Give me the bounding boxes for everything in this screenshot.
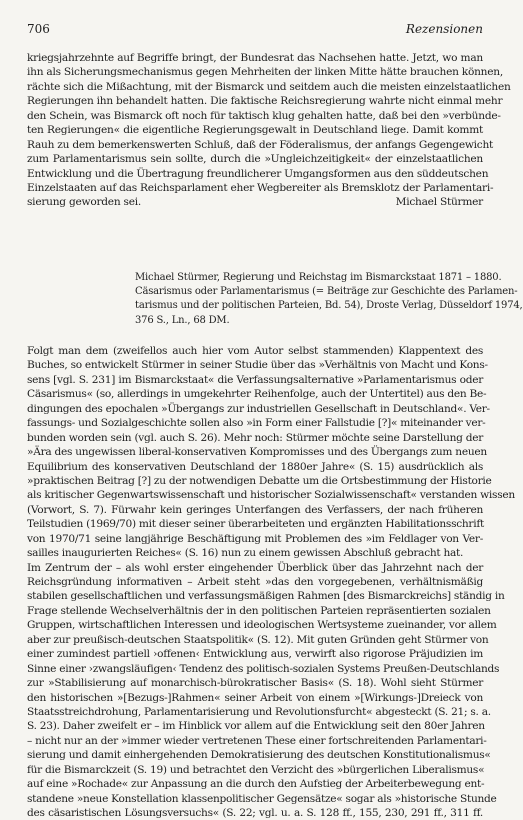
review-line: Equilibrium des konservativen Deutschland der 1880er Jahre« (S. 15) ausdrücklich als [27,460,483,473]
review-line: sailles inaugurierten Reiches« (S. 16) nun zu einem gewissen Abschluß gebracht hat. [27,547,464,560]
review-line: »Ära des ungewissen liberal-konservativen Kompromisses und des Übergangs zum neuen [27,446,487,459]
review-body [27,344,515,820]
review-line: sens [vgl. S. 231] im Bismarckstaat« die Verfassungsalternative »Parlamentarismus oder [27,373,483,386]
citation-line: 376 S., Ln., 68 DM. [135,314,230,326]
review-line: standene »neue Konstellation klassenpolitischer Gegensätze« sogar als »historische Stunde [27,792,497,805]
review-line: Frage stellende Wechselverhältnis der in den politischen Parteien repräsentierten sozialen [27,604,491,617]
review-line: Teilstudien (1969/70) mit dieser seiner überarbeiteten und ergänzten Habilitationsschrift [27,518,484,531]
book-citation [135,271,523,328]
citation-line: tarismus und der politischen Parteien, Bd. 54), Droste Verlag, Düsseldorf 1974, [135,300,523,312]
text-line: ten Regierungen« die eigentliche Regierungsgewalt in Deutschland liege. Damit kommt [27,124,483,137]
text-line: Regierungen ihn behandelt hatten. Die faktische Reichsregierung wahrte nicht einmal mehr [27,95,503,108]
citation-line: Cäsarismus oder Parlamentarismus (= Beiträge zur Geschichte des Parlamen- [135,286,518,298]
review-line: bunden worden sein (vgl. auch S. 26). Mehr noch: Stürmer möchte seine Darstellung der [27,431,483,444]
review-line: (Vorwort, S. 7). Fürwahr kein geringes Unterfangen des Verfassers, der nach früheren [27,503,483,516]
document-page [27,0,523,819]
previous-review-ending [27,51,511,210]
text-line: Rauh zu dem bemerkenswerten Schluß, daß der Föderalismus, der anfangs Gegengewicht [27,138,494,151]
final-line-with-signature [27,195,483,209]
review-line: zur »Stabilisierung auf monarchisch-bürokratischer Basis« (S. 18). Wohl sieht Stürmer [27,677,483,690]
review-line: Reichsgründung informativen – Arbeit steht »das den vorgegebenen, verhältnismäßig [27,576,483,588]
text-line: ihn als Sicherungsmechanismus gegen Mehrheiten der linken Mitte hätte brauchen können, [27,66,503,79]
review-line: Sinne einer ›zwangsläufigen‹ Tendenz des politisch-sozialen Systems Preußen-Deutschlands [27,662,500,675]
citation-line: Michael Stürmer, Regierung und Reichstag im Bismarckstaat 1871 – 1880. [135,272,502,283]
review-line: aber zur preußisch-deutschen Staatspolitik« (S. 12). Mit guten Gründen geht Stürmer von [27,633,489,646]
review-line: den historischen »[Bezugs-]Rahmen« seiner Arbeit von einem »[Wirkungs-]Dreieck von [27,691,483,704]
review-line: Gruppen, wirtschaftlichen Interessen und ideologischen Wertsysteme zueinander, vor allem [27,619,497,632]
page-number: 706 [27,22,50,36]
text-line: den Schein, was Bismarck oft noch für taktisch klug gehalten hatte, daß bei den »verbünde- [27,109,501,122]
review-line: dingungen des epochalen »Übergangs zur industriellen Gesellschaft in Deutschland«. Ver- [27,402,490,415]
review-line: Buches, so entwickelt Stürmer in seiner Studie über das »Verhältnis von Macht und Kons- [27,359,488,372]
review-line: – nicht nur an der »immer wieder vertretenen These einer fortschreitenden Parlamentari- [27,734,487,747]
text-line: rächte sich die Mißachtung, mit der Bismarck und seitdem auch die meisten einzelstaatlichen [27,80,511,93]
section-title: Rezensionen [405,22,483,36]
text-line: sierung geworden sei. [27,196,141,209]
review-line: einer zumindest partiell ›offenen‹ Entwicklung aus, verwirft also rigorose Präjudizien im [27,648,483,661]
text-line: zum Parlamentarismus sein sollte, durch die »Ungleichzeitigkeit« der einzelstaatlichen [27,153,483,166]
review-line: Folgt man dem (zweifellos auch hier vom Autor selbst stammenden) Klappentext des [27,345,483,357]
review-line: von 1970/71 seine langjährige Beschäftigung mit Problemen des »im Feldlager von Ver- [27,532,483,545]
review-line: fassungs- und Sozialgeschichte sollen also »in Form einer Fallstudie [?]« miteinander ver- [27,417,486,430]
text-line: kriegsjahrzehnte auf Begriffe bringt, der Bundesrat das Nachsehen hatte. Jetzt, wo man [27,52,483,64]
running-header [27,22,483,38]
review-line: sierung und damit einhergehenden Demokratisierung des deutschen Konstitutionalismus« [27,749,491,762]
review-line: Im Zentrum der – als wohl erster eingehender Überblick über das Jahrzehnt nach der [27,561,483,574]
review-line: S. 23). Daher zweifelt er – im Hinblick vor allem auf die Entwicklung seit den 80er Jahren [27,720,485,733]
review-line: Cäsarismus« (so, allerdings in umgekehrter Reihenfolge, auch der Untertitel) aus den Be- [27,388,487,401]
review-line: Staatsstreichdrohung, Parlamentarisierung und Revolutionsfurcht« abgesteckt (S. 21; s. a. [27,705,491,718]
review-line: stabilen gesellschaftlichen und verfassungsmäßigen Rahmen [des Bismarckreichs] ständig in [27,590,505,603]
review-line: des cäsaristischen Lösungsversuchs« (S. 22; vgl. u. a. S. 128 ff., 155, 230, 291 ff., 311 ff. [27,807,483,819]
text-line: Entwicklung und die Übertragung freundlicherer Umgangsformen aus den süddeutschen [27,167,489,180]
text-line: Einzelstaaten auf das Reichsparlament eher Wegbereiter als Bremsklotz der Parlamentari- [27,181,494,194]
review-line: auf eine »Rochade« zur Anpassung an die durch den Aufstieg der Arbeiterbewegung ent- [27,778,485,791]
review-line: für die Bismarckzeit (S. 19) und betrachtet den Verzicht des »bürgerlichen Liberalismus« [27,763,485,776]
review-line: »praktischen Beitrag [?] zu der notwendigen Debatte um die Ortsbestimmung der Historie [27,474,492,487]
reviewer-signature: Michael Stürmer [395,196,483,209]
review-line: als kritischer Gegenwartswissenschaft und historischer Sozialwissenschaft« verstanden wissen [27,489,515,502]
